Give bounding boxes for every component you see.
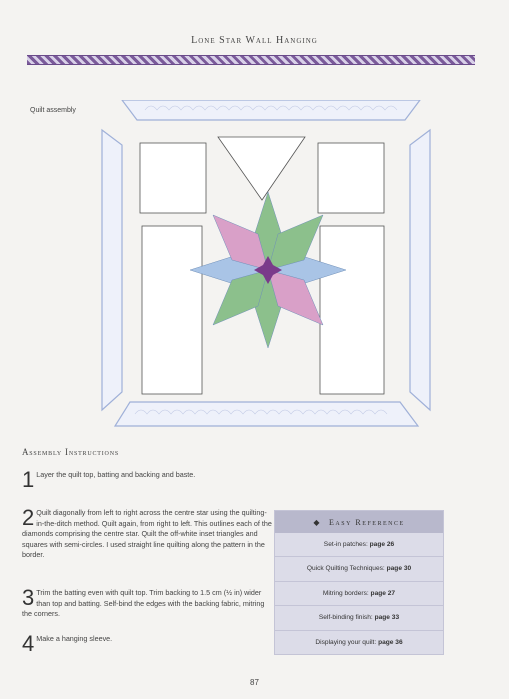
top-border-strip	[122, 100, 420, 120]
step-2	[22, 505, 272, 561]
step-number: 3	[22, 585, 35, 610]
easy-reference-header	[275, 511, 443, 533]
reference-item: Self-binding finish: page 33	[275, 606, 443, 630]
easy-reference-box	[274, 510, 444, 655]
easy-reference-title: Easy Reference	[329, 517, 405, 527]
corner-square-top-left	[140, 143, 206, 213]
decorative-band	[27, 55, 475, 65]
assembly-instructions-heading: Assembly Instructions	[22, 447, 119, 457]
right-border-strip	[410, 130, 430, 410]
step-text: Make a hanging sleeve.	[36, 634, 113, 643]
reference-item: Set-in patches: page 26	[275, 533, 443, 557]
diamond-icon: ◆	[313, 517, 322, 527]
page-number: 87	[250, 678, 259, 687]
step-4	[22, 631, 272, 656]
corner-square-top-right	[318, 143, 384, 213]
side-panel-left	[142, 226, 202, 394]
step-text: Quilt diagonally from left to right across the centre star using the quilting-in-the-ditch method. Quilt again, from right to left. This outlines each of the diamonds comprising the centre star. Quilt the off-white inset triangles and squares with semi-circles. I used straight line quilting along the pattern in the border.	[22, 508, 272, 560]
reference-item: Quick Quilting Techniques: page 30	[275, 557, 443, 581]
quilt-assembly-diagram	[100, 100, 435, 440]
step-number: 4	[22, 631, 35, 656]
bottom-border-strip	[115, 402, 418, 426]
reference-item: Mitring borders: page 27	[275, 582, 443, 606]
figure-caption: Quilt assembly	[30, 107, 76, 114]
step-1	[22, 467, 272, 492]
reference-item: Displaying your quilt: page 36	[315, 638, 403, 646]
page-title: Lone Star Wall Hanging	[191, 35, 318, 46]
left-border-strip	[102, 130, 122, 410]
lone-star	[190, 192, 346, 348]
step-text: Layer the quilt top, batting and backing and baste.	[36, 470, 196, 479]
step-number: 1	[22, 467, 35, 492]
inset-triangle-top	[218, 137, 305, 200]
step-number: 2	[22, 505, 35, 530]
side-panel-right	[320, 226, 384, 394]
step-text: Trim the batting even with quilt top. Trim backing to 1.5 cm (½ in) wider than top and batting. Self-bind the edges with the backing fabric, mitring the corners.	[22, 588, 265, 619]
step-3	[22, 585, 272, 620]
